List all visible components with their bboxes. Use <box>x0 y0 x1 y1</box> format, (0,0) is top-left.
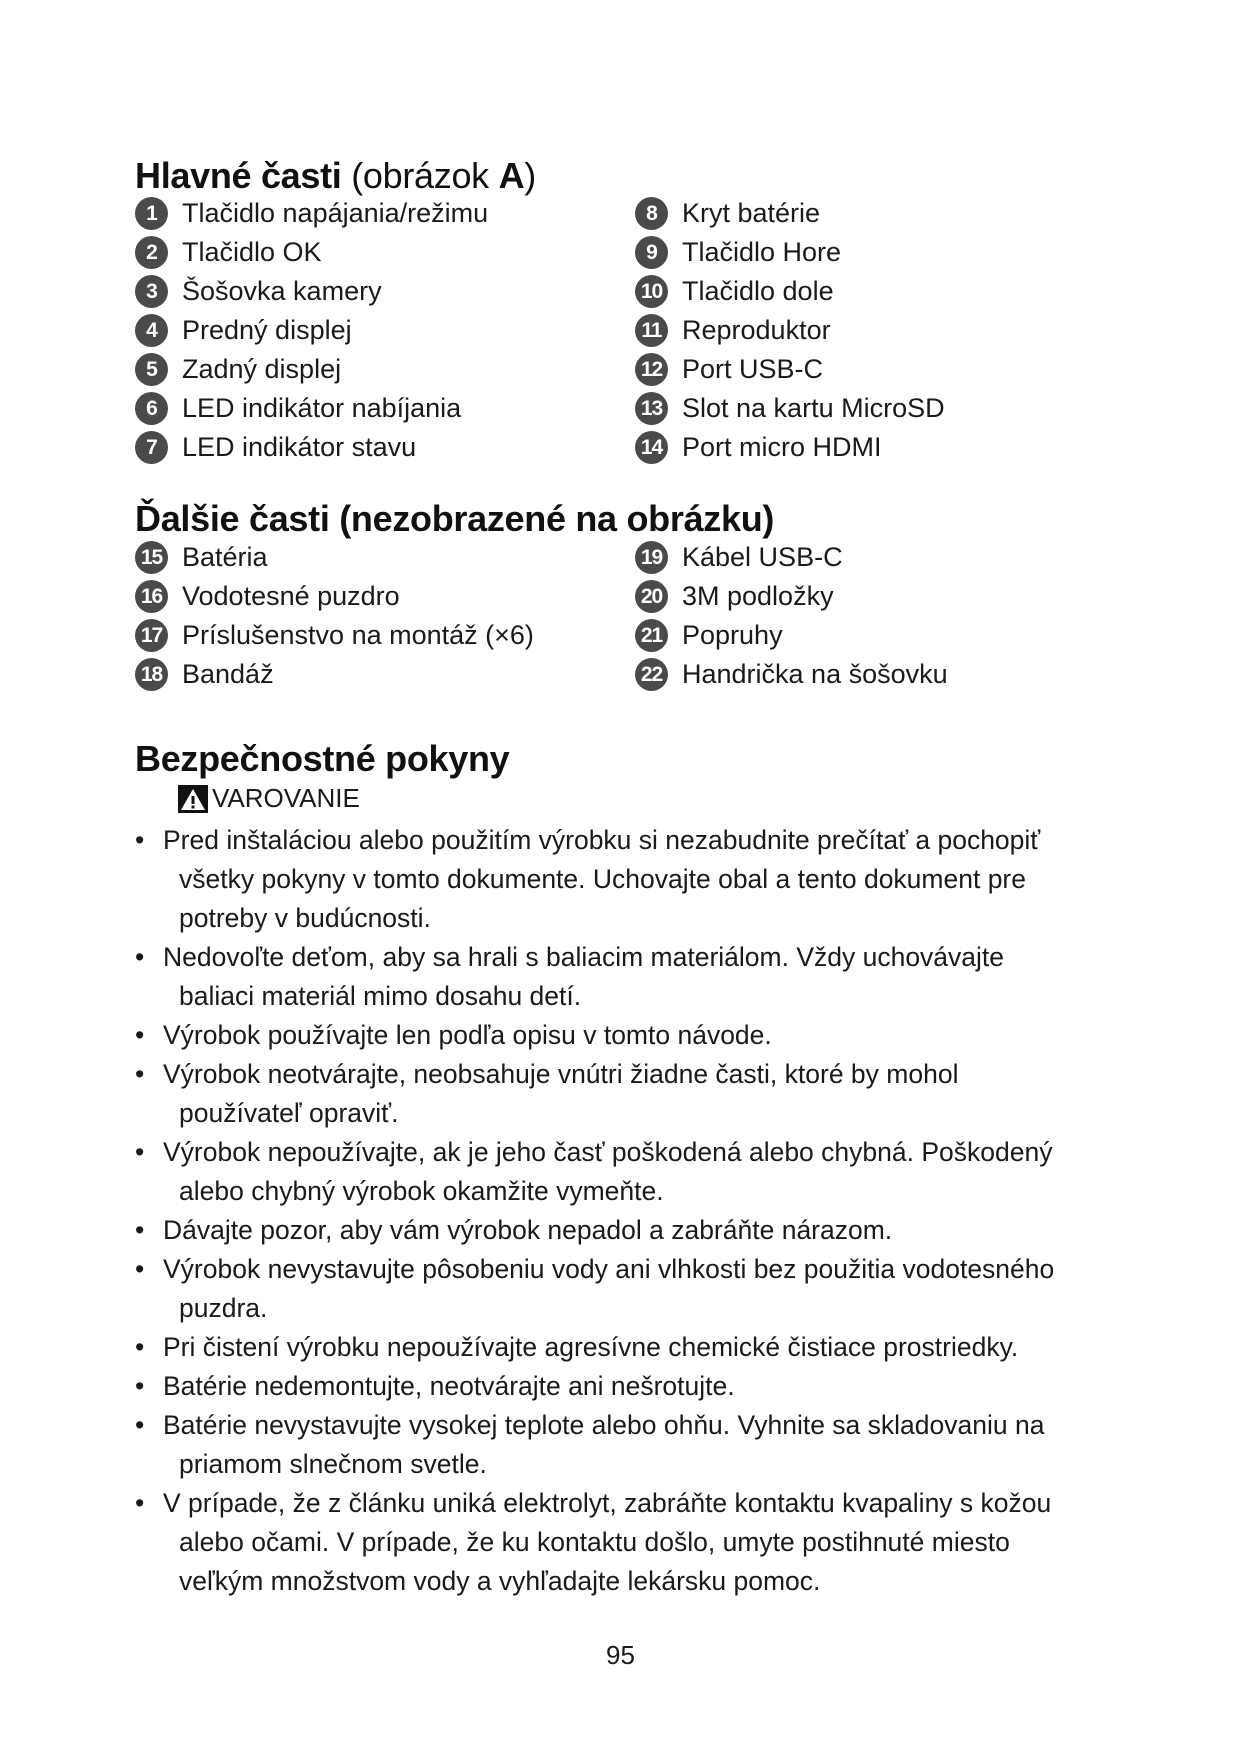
part-label: Slot na kartu MicroSD <box>682 393 945 423</box>
part-label: 3M podložky <box>682 581 834 611</box>
part-number-badge: 8 <box>635 197 668 230</box>
warning-label-row <box>178 783 360 814</box>
bullet-first-line: • Batérie nevystavujte vysokej teplote alebo ohňu. Vyhnite sa skladovaniu na <box>163 1410 1045 1440</box>
part-item <box>135 655 635 694</box>
safety-bullet-item <box>135 1367 1105 1406</box>
safety-bullet-item <box>135 1055 1105 1133</box>
main-parts-paren-open: (obrázok <box>351 155 499 196</box>
part-item <box>635 272 1135 311</box>
part-label: Príslušenstvo na montáž (×6) <box>182 620 534 650</box>
part-number-badge: 7 <box>135 431 168 464</box>
part-label: Tlačidlo OK <box>182 237 322 267</box>
part-item <box>635 428 1135 467</box>
part-number-badge: 3 <box>135 275 168 308</box>
safety-bullet-item <box>135 1133 1105 1211</box>
part-item <box>635 616 1135 655</box>
part-item <box>635 389 1135 428</box>
safety-bullet-item <box>135 1250 1105 1328</box>
bullet-continuation-line: baliaci materiál mimo dosahu detí. <box>179 981 582 1011</box>
bullet-continuation-line: potreby v budúcnosti. <box>179 903 431 933</box>
bullet-continuation-line: používateľ opraviť. <box>179 1098 399 1128</box>
part-item <box>135 194 635 233</box>
other-parts-heading: Ďalšie časti (nezobrazené na obrázku) <box>135 498 775 539</box>
part-item <box>635 350 1135 389</box>
part-number-badge: 12 <box>635 353 668 386</box>
part-label: Vodotesné puzdro <box>182 581 400 611</box>
safety-bullet-item <box>135 1016 1105 1055</box>
part-item <box>635 577 1135 616</box>
part-item <box>135 389 635 428</box>
part-label: Handrička na šošovku <box>682 659 948 689</box>
other-parts-left-column <box>135 538 635 694</box>
part-number-badge: 21 <box>635 619 668 652</box>
part-number-badge: 16 <box>135 580 168 613</box>
part-number-badge: 22 <box>635 658 668 691</box>
safety-bullet-item <box>135 1484 1105 1601</box>
main-parts-title: Hlavné časti <box>135 155 342 196</box>
part-item <box>635 538 1135 577</box>
main-parts-right-column <box>635 194 1135 467</box>
bullet-continuation-line: priamom slnečnom svetle. <box>179 1449 487 1479</box>
bullet-first-line: • Výrobok nepoužívajte, ak je jeho časť poškodená alebo chybná. Poškodený <box>163 1137 1053 1167</box>
part-label: Reproduktor <box>682 315 831 345</box>
part-item <box>635 311 1135 350</box>
bullet-first-line: • V prípade, že z článku uniká elektrolyt, zabráňte kontaktu kvapaliny s kožou <box>163 1488 1052 1518</box>
part-label: Batéria <box>182 542 268 572</box>
part-label: Šošovka kamery <box>182 276 382 306</box>
part-item <box>635 194 1135 233</box>
part-number-badge: 9 <box>635 236 668 269</box>
part-number-badge: 4 <box>135 314 168 347</box>
part-item <box>635 233 1135 272</box>
part-item <box>135 616 635 655</box>
bullet-first-line: • Výrobok neotvárajte, neobsahuje vnútri žiadne časti, ktoré by mohol <box>163 1059 959 1089</box>
bullet-continuation-line: veľkým množstvom vody a vyhľadajte lekársku pomoc. <box>179 1566 821 1596</box>
part-number-badge: 5 <box>135 353 168 386</box>
part-label: Zadný displej <box>182 354 342 384</box>
part-item <box>135 577 635 616</box>
part-label: Kábel USB-C <box>682 542 843 572</box>
part-label: Kryt batérie <box>682 198 821 228</box>
bullet-first-line: • Pred inštaláciou alebo použitím výrobku si nezabudnite prečítať a pochopiť <box>163 825 1041 855</box>
part-number-badge: 17 <box>135 619 168 652</box>
part-number-badge: 11 <box>635 314 668 347</box>
part-number-badge: 10 <box>635 275 668 308</box>
bullet-first-line: • Výrobok používajte len podľa opisu v tomto návode. <box>163 1020 772 1050</box>
part-item <box>635 655 1135 694</box>
bullet-first-line: • Pri čistení výrobku nepoužívajte agresívne chemické čistiace prostriedky. <box>163 1332 1019 1362</box>
part-label: Bandáž <box>182 659 274 689</box>
part-label: Tlačidlo napájania/režimu <box>182 198 489 228</box>
part-label: Predný displej <box>182 315 352 345</box>
part-number-badge: 13 <box>635 392 668 425</box>
warning-label: VAROVANIE <box>212 783 360 813</box>
bullet-first-line: • Dávajte pozor, aby vám výrobok nepadol a zabráňte nárazom. <box>163 1215 893 1245</box>
safety-bullet-list <box>135 821 1105 1601</box>
part-label: Popruhy <box>682 620 783 650</box>
bullet-first-line: • Batérie nedemontujte, neotvárajte ani nešrotujte. <box>163 1371 735 1401</box>
part-number-badge: 14 <box>635 431 668 464</box>
main-parts-heading <box>135 155 536 197</box>
page-number: 95 <box>606 1640 635 1670</box>
bullet-first-line: • Výrobok nevystavujte pôsobeniu vody ani vlhkosti bez použitia vodotesného <box>163 1254 1055 1284</box>
part-number-badge: 15 <box>135 541 168 574</box>
warning-triangle-icon <box>178 785 208 813</box>
bullet-continuation-line: puzdra. <box>179 1293 268 1323</box>
safety-bullet-item <box>135 821 1105 938</box>
part-label: Tlačidlo Hore <box>682 237 842 267</box>
bullet-continuation-line: všetky pokyny v tomto dokumente. Uchovajte obal a tento dokument pre <box>179 864 1026 894</box>
part-item <box>135 233 635 272</box>
part-number-badge: 2 <box>135 236 168 269</box>
part-number-badge: 19 <box>635 541 668 574</box>
safety-heading: Bezpečnostné pokyny <box>135 738 510 779</box>
safety-bullet-item <box>135 1406 1105 1484</box>
part-label: Tlačidlo dole <box>682 276 834 306</box>
part-number-badge: 18 <box>135 658 168 691</box>
bullet-first-line: • Nedovoľte deťom, aby sa hrali s baliacim materiálom. Vždy uchovávajte <box>163 942 1005 972</box>
main-parts-left-column <box>135 194 635 467</box>
part-label: LED indikátor stavu <box>182 432 417 462</box>
part-number-badge: 1 <box>135 197 168 230</box>
main-parts-figure-letter: A <box>498 155 525 196</box>
part-number-badge: 20 <box>635 580 668 613</box>
bullet-continuation-line: alebo chybný výrobok okamžite vymeňte. <box>179 1176 664 1206</box>
other-parts-right-column <box>635 538 1135 694</box>
main-parts-paren-close: ) <box>524 155 536 196</box>
safety-bullet-item <box>135 938 1105 1016</box>
safety-bullet-item <box>135 1328 1105 1367</box>
part-label: LED indikátor nabíjania <box>182 393 462 423</box>
part-label: Port USB-C <box>682 354 824 384</box>
part-item <box>135 538 635 577</box>
part-item <box>135 428 635 467</box>
safety-bullet-item <box>135 1211 1105 1250</box>
part-item <box>135 311 635 350</box>
bullet-continuation-line: alebo očami. V prípade, že ku kontaktu došlo, umyte postihnuté miesto <box>179 1527 1010 1557</box>
part-number-badge: 6 <box>135 392 168 425</box>
part-item <box>135 350 635 389</box>
part-item <box>135 272 635 311</box>
part-label: Port micro HDMI <box>682 432 882 462</box>
